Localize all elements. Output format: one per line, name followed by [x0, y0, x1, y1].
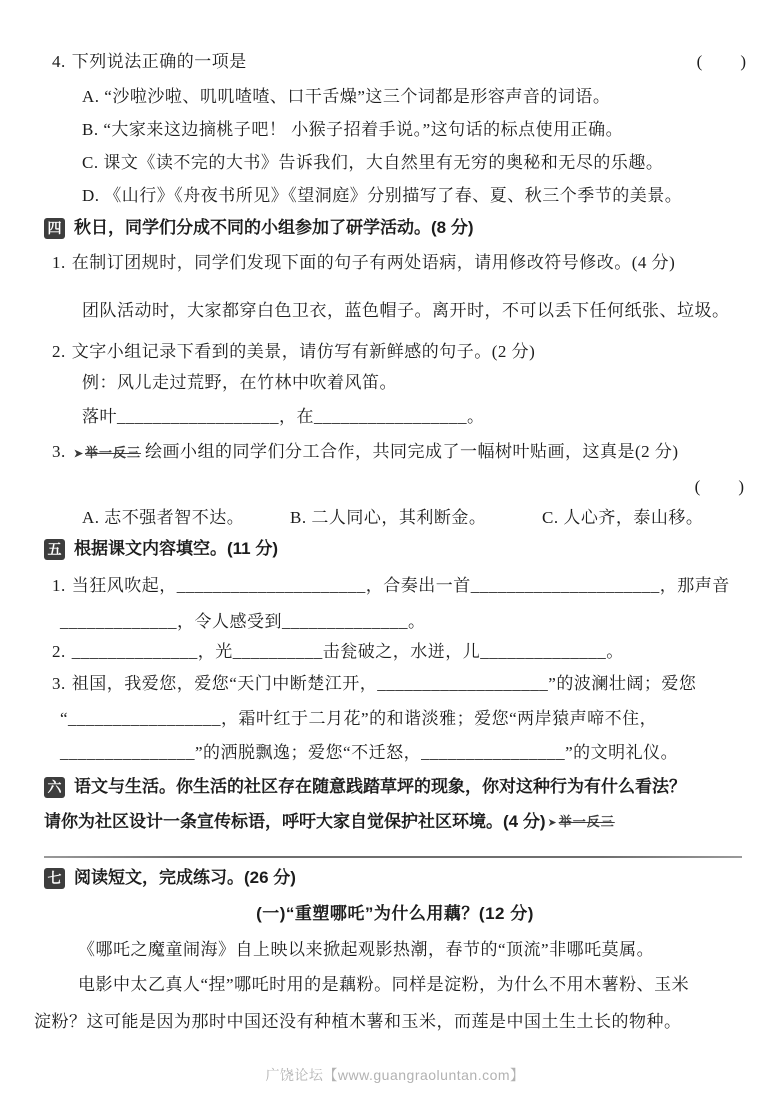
- section-4-q1-sentence: 团队活动时，大家都穿白色卫衣，蓝色帽子。离开时，不可以丢下任何纸张、垃圾。: [82, 301, 730, 320]
- question-4-options: [44, 85, 746, 208]
- section-4-q3-option-b: B. 二人同心，其利断金。: [290, 508, 487, 527]
- section-5-badge: 五: [44, 539, 65, 560]
- section-4-header: [44, 216, 746, 240]
- section-4-badge: 四: [44, 218, 65, 239]
- arrow-icon: ➤: [547, 816, 558, 829]
- section-6-line1: 语文与生活。你生活的社区存在随意践踏草坪的现象，你对这种行为有什么看法？: [74, 777, 686, 796]
- section-7-header: [44, 866, 746, 890]
- section-4-q2-stem: 2. 文字小组记录下看到的美景，请仿写有新鲜感的句子。(2 分): [52, 342, 536, 361]
- question-4-stem-row: [44, 50, 746, 74]
- question-4-option-a: A. “沙啦沙啦、叽叽喳喳、口干舌燥”这三个词都是形容声音的词语。: [82, 87, 611, 106]
- question-4-stem: 4. 下列说法正确的一项是: [52, 52, 247, 71]
- section-4-q3-answer-bracket: ( ): [694, 477, 744, 496]
- one-example-many-inferences-tag: ➤举一反三: [73, 445, 141, 460]
- section-5-q2-line: 2. ______________，光__________击瓮破之，水迸，儿______________。: [52, 642, 624, 661]
- section-7-title: 阅读短文，完成练习。(26 分): [74, 868, 296, 887]
- section-4-q3-bracket-row: [44, 475, 746, 499]
- section-5-header: [44, 537, 746, 561]
- section-divider: [44, 856, 742, 858]
- section-5-q3-line2: “_________________，霜叶红于二月花”的和谐淡雅；爱您“两岸猿声啼不住，: [60, 709, 658, 728]
- arrow-icon: ➤: [73, 448, 84, 460]
- passage-title: (一)“重塑哪吒”为什么用藕？(12 分): [256, 904, 534, 923]
- question-4-option-b: B. “大家来这边摘桃子吧！ 小猴子招着手说。”这句话的标点使用正确。: [82, 120, 624, 139]
- section-4-q3-option-a: A. 志不强者智不达。: [82, 508, 245, 527]
- section-4-q3-options: [44, 506, 746, 530]
- section-4-q1-stem: 1. 在制订团规时，同学们发现下面的句子有两处语病，请用修改符号修改。(4 分): [52, 253, 676, 272]
- question-4-option-d: D. 《山行》《舟夜书所见》《望洞庭》分别描写了春、夏、秋三个季节的美景。: [82, 186, 683, 205]
- section-7-badge: 七: [44, 868, 65, 889]
- section-4-q2-example: 例：风儿走过荒野，在竹林中吹着风笛。: [82, 373, 397, 392]
- section-5-q3-line3: _______________”的洒脱飘逸；爱您“不迁怒，________________”的文明礼仪。: [60, 743, 679, 762]
- section-6-line2-row: [44, 810, 746, 834]
- forum-watermark: 广饶论坛【www.guangraoluntan.com】: [265, 1067, 525, 1083]
- section-6-badge: 六: [44, 777, 65, 798]
- section-5-q3-line1: 3. 祖国，我爱您，爱您“天门中断楚江开，___________________”的波澜壮阔；爱您: [52, 674, 697, 693]
- section-6-header: [44, 775, 746, 799]
- section-6-line2: 请你为社区设计一条宣传标语，呼吁大家自觉保护社区环境。(4 分): [44, 812, 546, 831]
- section-4-q3-stem: 3. ➤举一反三 绘画小组的同学们分工合作，共同完成了一幅树叶贴画，这真是(2 分): [52, 442, 679, 461]
- section-5-q1-line2: _____________，令人感受到______________。: [60, 612, 426, 631]
- section-4-q2-fill-line: 落叶__________________，在_________________。: [82, 407, 485, 426]
- question-4-answer-bracket: ( ): [696, 52, 746, 71]
- section-5-q1-line1: 1. 当狂风吹起，_____________________，合奏出一首_____________________，那声音: [52, 576, 730, 595]
- section-4-title: 秋日，同学们分成不同的小组参加了研学活动。(8 分): [74, 218, 474, 237]
- one-example-many-inferences-tag: ➤举一反三: [547, 813, 615, 829]
- question-4-option-c: C. 课文《读不完的大书》告诉我们，大自然里有无穷的奥秘和无尽的乐趣。: [82, 153, 664, 172]
- passage-paragraph-1: 《哪吒之魔童闹海》自上映以来掀起观影热潮，春节的“顶流”非哪吒莫属。: [78, 940, 655, 959]
- question-4-number: 4.: [52, 52, 66, 71]
- section-4-q3-option-c: C. 人心齐，泰山移。: [542, 508, 704, 527]
- passage-paragraph-2-line2: 淀粉？这可能是因为那时中国还没有种植木薯和玉米，而莲是中国土生土长的物种。: [34, 1012, 682, 1031]
- section-5-title: 根据课文内容填空。(11 分): [74, 539, 279, 558]
- passage-paragraph-2-line1: 电影中太乙真人“捏”哪吒时用的是藕粉。同样是淀粉，为什么不用木薯粉、玉米: [78, 975, 690, 994]
